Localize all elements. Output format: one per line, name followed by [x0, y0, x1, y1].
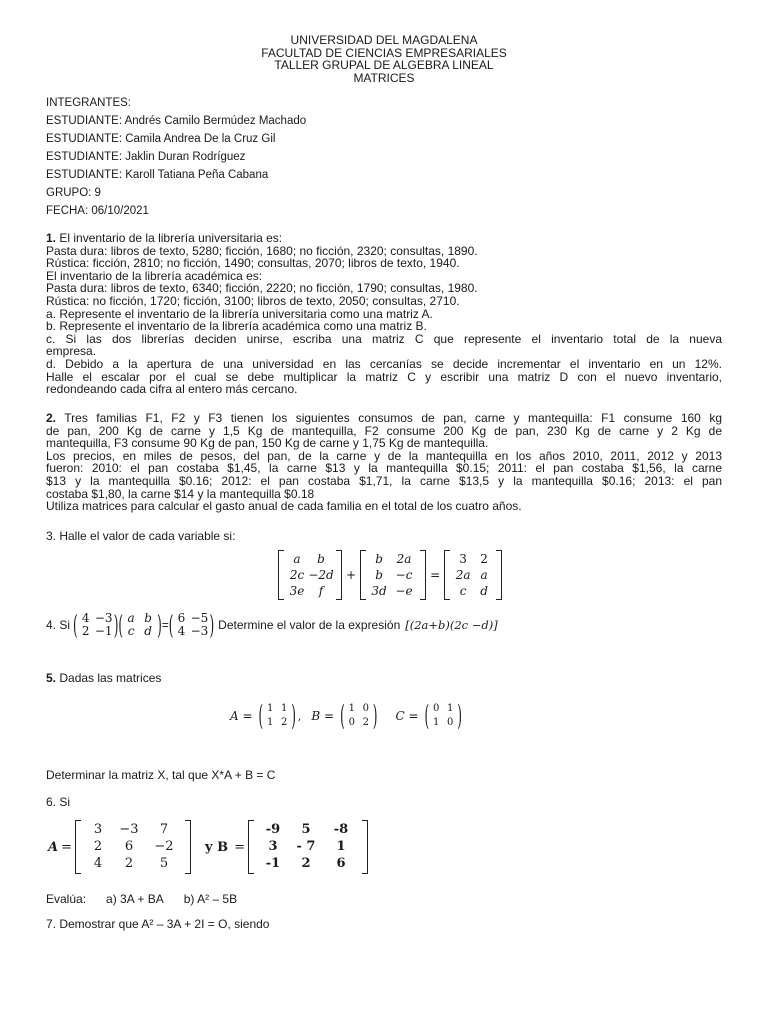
matrix-cell: 6 — [336, 856, 346, 871]
problem-1 — [46, 232, 722, 396]
matrix-b-label: B = — [311, 709, 335, 723]
equals-sign: = — [61, 839, 72, 855]
plus-sign: + — [346, 568, 357, 582]
matrix-cell: 1 — [281, 703, 288, 714]
workshop-title: TALLER GRUPAL DE ALGEBRA LINEAL — [274, 58, 494, 72]
problem-6-text: 6. Si — [46, 795, 71, 809]
matrix-cell: 3 — [268, 839, 278, 854]
problem-2-number: 2. — [46, 411, 57, 425]
problem-4-expression: [(2a+b)(2c −d)] — [405, 618, 498, 632]
problem-5-matrices: A = ( 1 1 1 2 ) , B = ( 1 0 0 2 ) C = ( 0 1 1 0 ) — [230, 699, 462, 733]
matrix-cell: −2 — [154, 839, 174, 854]
matrix-middle — [360, 550, 426, 600]
matrix-cell: 0 — [447, 717, 454, 728]
problem-2-line: fueron: 2010: el pan costaba $1,45, la carne $13 y la mantequilla $0.15; 2011: el pan costaba $1,56, la carne — [46, 461, 722, 476]
student-info — [46, 94, 306, 220]
matrix-cell: 6 — [124, 839, 134, 854]
document-header — [0, 34, 768, 84]
problem-1-line: b. Represente el inventario de la librería académica como una matriz B. — [46, 319, 427, 334]
matrix-cell: a — [480, 568, 488, 582]
matrix-a-label: A — [48, 839, 59, 855]
matrix-cell: b — [144, 611, 152, 625]
problem-1-line: El inventario de la librería académica es: — [46, 268, 263, 283]
matrix-cell: a — [127, 611, 135, 625]
problem-2-line: mantequilla, F3 consume 90 Kg de pan, 150 Kg de carne y 1,75 Kg de mantequilla. — [46, 436, 489, 451]
problem-1-number: 1. — [46, 231, 57, 245]
matrix-coeff — [78, 612, 114, 638]
matrix-cell: −e — [395, 584, 413, 598]
matrix-cell: 0 — [362, 703, 369, 714]
matrix-cell: 2 — [93, 839, 103, 854]
matrix-cell: 1 — [348, 703, 355, 714]
matrix-cell: 4 — [93, 856, 103, 871]
problem-1-line: Pasta dura: libros de texto, 5280; ficción, 1680; no ficción, 2320; consultas, 1890. — [46, 243, 478, 258]
matrix-cell: 0 — [348, 717, 355, 728]
matrix-cell: 1 — [447, 703, 454, 714]
matrix-left — [278, 550, 342, 600]
matrix-cell: 3 — [459, 552, 467, 566]
problem-3-text: 3. Halle el valor de cada variable si: — [46, 529, 236, 543]
problem-5-heading — [46, 671, 161, 685]
problem-1-line: empresa. — [46, 344, 97, 359]
matrix-a-label: A = — [230, 709, 253, 723]
matrix-cell: −3 — [190, 624, 209, 638]
equals-sign: = — [430, 568, 441, 582]
matrix-a — [75, 820, 191, 874]
matrix-cell: -9 — [265, 822, 281, 837]
task-a: a) 3A + BA — [106, 892, 164, 906]
matrix-cell: 1 — [267, 703, 274, 714]
student-2: ESTUDIANTE: Camila Andrea De la Cruz Gil — [46, 133, 276, 145]
problem-1-line: a. Represente el inventario de la librería universitaria como una matriz A. — [46, 306, 433, 321]
matrix-b — [345, 702, 373, 730]
comma: , — [297, 709, 302, 723]
matrix-cell: 2a — [396, 552, 412, 566]
problem-1-line: c. Si las dos librerías deciden unirse, escriba una matriz C que represente el inventario total de la nueva — [46, 331, 722, 346]
faculty-name: FACULTAD DE CIENCIAS EMPRESARIALES — [261, 45, 507, 60]
problem-4: 4. Si ( 4 −3 2 −1 ) ( a b c d ) = ( 6 −5 4 −3 ) Determine el valor de la expresión [(2a+b)(2c −d)] — [46, 609, 498, 641]
matrix-c — [429, 702, 457, 730]
university-name: UNIVERSIDAD DEL MAGDALENA — [290, 33, 478, 47]
matrix-c-label: C = — [395, 709, 419, 723]
matrix-cell: f — [318, 584, 324, 598]
problem-2-line: Utiliza matrices para calcular el gasto anual de cada familia en el total de los cuatro años. — [46, 499, 522, 514]
problem-2-line: costaba $1,80, la carne $14 y la mantequilla $0.18 — [46, 486, 315, 501]
problem-2 — [46, 412, 722, 513]
matrix-cell: 5 — [301, 822, 311, 837]
matrix-cell: 2 — [362, 717, 369, 728]
topic-title: MATRICES — [353, 70, 415, 85]
problem-2-line: Los precios, en miles de pesos, del pan, de la carne y de la mantequilla en los años 2010, 2011, 2012 y 2013 — [46, 448, 722, 463]
problem-6-matrices — [48, 820, 368, 874]
matrix-cell: 2a — [455, 568, 471, 582]
matrix-cell: -8 — [333, 822, 349, 837]
matrix-cell: 0 — [433, 703, 440, 714]
problem-2-line: $13 y la mantequilla $0.16; 2012: el pan costaba $1,71, la carne $13,5 y la mantequilla $0.16; 2013: el pan — [46, 473, 722, 488]
problem-1-line: Rústica: no ficción, 1720; ficción, 3100; libros de texto, 2050; consultas, 2710. — [46, 293, 460, 308]
student-3: ESTUDIANTE: Jaklin Duran Rodríguez — [46, 151, 246, 163]
matrix-cell: b — [375, 552, 383, 566]
problem-1-line: Halle el escalar por el cual se debe multiplicar la matriz C y escribir una matriz D con el nuevo inventario, — [46, 369, 722, 384]
matrix-cell: −2d — [308, 568, 334, 582]
matrix-cell: a — [293, 552, 301, 566]
matrix-cell: 1 — [433, 717, 440, 728]
matrix-cell: 3e — [289, 584, 305, 598]
problem-1-line: redondeando cada cifra al entero más cercano. — [46, 382, 298, 397]
equals-sign: = — [234, 839, 245, 855]
matrix-variables — [123, 612, 157, 638]
matrix-b-label: y B — [205, 839, 229, 855]
student-1: ESTUDIANTE: Andrés Camilo Bermúdez Machado — [46, 115, 307, 127]
matrix-cell: 6 — [177, 611, 186, 625]
task-b: b) A² – 5B — [183, 892, 238, 906]
student-4: ESTUDIANTE: Karoll Tatiana Peña Cabana — [46, 169, 269, 181]
matrix-cell: 4 — [177, 624, 186, 638]
problem-5-task: Determinar la matriz X, tal que X*A + B = C — [46, 768, 276, 782]
matrix-cell: 2 — [124, 856, 134, 871]
problem-5-number: 5. — [46, 671, 57, 685]
date: FECHA: 06/10/2021 — [46, 205, 149, 217]
problem-3-equation — [278, 550, 502, 600]
matrix-cell: 2 — [81, 624, 90, 638]
evalua-label: Evalúa: — [46, 892, 87, 906]
problem-4-prefix: 4. Si — [46, 618, 71, 632]
matrix-cell: 2c — [289, 568, 305, 582]
matrix-cell: −1 — [94, 624, 113, 638]
problem-1-line: Rústica: ficción, 2810; no ficción, 1490; consultas, 2070; libros de texto, 1940. — [46, 256, 460, 271]
matrix-result — [173, 612, 209, 638]
problem-1-line: El inventario de la librería universitaria es: — [56, 231, 283, 245]
matrix-cell: 1 — [267, 717, 274, 728]
matrix-cell: 2 — [480, 552, 488, 566]
matrix-cell: 5 — [159, 856, 169, 871]
matrix-cell: 2 — [301, 856, 311, 871]
matrix-cell: b — [317, 552, 325, 566]
matrix-cell: −3 — [119, 822, 139, 837]
matrix-cell: −c — [395, 568, 413, 582]
matrix-cell: −3 — [94, 611, 113, 625]
problem-7-text: 7. Demostrar que A² – 3A + 2I = O, siendo — [46, 917, 270, 931]
problem-1-line: Pasta dura: libros de texto, 6340; ficción, 2220; no ficción, 1790; consultas, 1980. — [46, 281, 478, 296]
problem-2-line: Tres familias F1, F2 y F3 tienen los siguientes consumos de pan, carne y mantequilla: F1 consume 160 kg — [56, 411, 722, 425]
matrix-cell: d — [144, 624, 152, 638]
matrix-cell: c — [127, 624, 135, 638]
problem-6-tasks — [46, 892, 237, 906]
problem-1-line: d. Debido a la apertura de una universidad en las cercanías se decide incrementar el inventario en un 12%. — [46, 356, 722, 371]
matrix-b — [248, 820, 368, 874]
equals-sign: = — [161, 618, 169, 632]
problem-5-text: Dadas las matrices — [56, 671, 162, 685]
problem-4-suffix: Determine el valor de la expresión — [218, 618, 401, 632]
matrix-cell: 4 — [81, 611, 90, 625]
matrix-cell: d — [480, 584, 488, 598]
matrix-right — [444, 550, 502, 600]
matrix-cell: 3 — [93, 822, 103, 837]
matrix-cell: 1 — [336, 839, 346, 854]
matrix-cell: 7 — [159, 822, 169, 837]
matrix-cell: -1 — [265, 856, 281, 871]
matrix-cell: c — [459, 584, 467, 598]
problem-2-line: de pan, 200 Kg de carne y 1,5 Kg de mantequilla, F2 consume 200 Kg de pan, 230 Kg de carne y 2 Kg de — [46, 423, 722, 438]
matrix-a — [263, 702, 291, 730]
matrix-cell: 2 — [281, 717, 288, 728]
matrix-cell: 3d — [371, 584, 387, 598]
matrix-cell: −5 — [190, 611, 209, 625]
matrix-cell: b — [375, 568, 383, 582]
matrix-cell: - 7 — [296, 839, 316, 854]
group-number: GRUPO: 9 — [46, 187, 101, 199]
members-label: INTEGRANTES: — [46, 97, 131, 109]
